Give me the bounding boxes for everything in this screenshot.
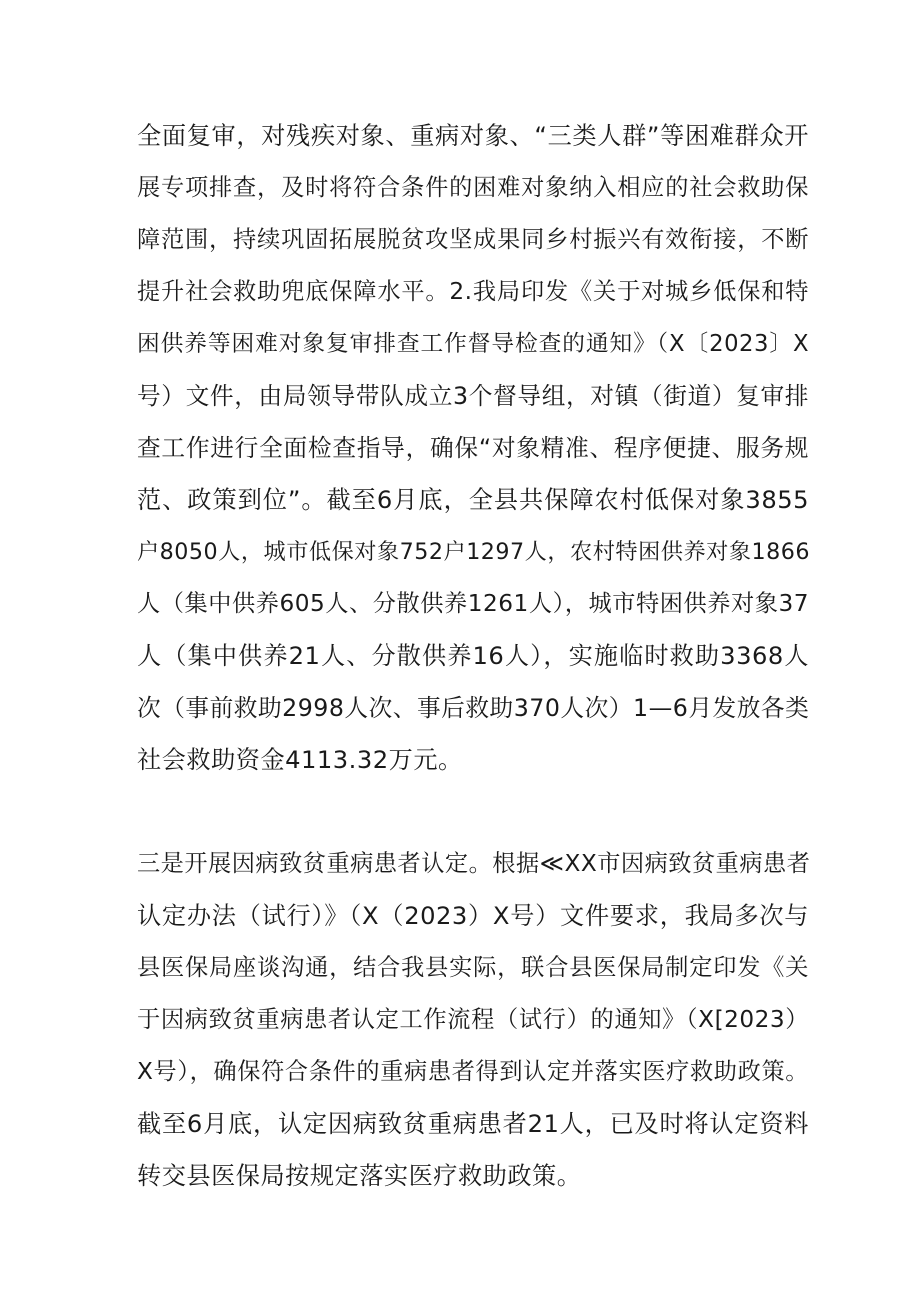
text-line: 困供养等困难对象复审排查工作督导检查的通知》（X〔2023〕X	[137, 331, 809, 357]
text-line: 人（集中供养21人、分散供养16人），实施临时救助3368人	[137, 642, 809, 670]
text-line: 障范围，持续巩固拓展脱贫攻坚成果同乡村振兴有效衔接，不断	[137, 226, 809, 253]
text-line: X号），确保符合条件的重病患者得到认定并落实医疗救助政策。	[137, 1058, 809, 1085]
text-line: 人（集中供养605人、分散供养1261人），城市特困供养对象37	[137, 590, 809, 617]
text-line: 于因病致贫重病患者认定工作流程（试行）的通知》（X[2023）	[137, 1006, 809, 1033]
text-line: 县医保局座谈沟通，结合我县实际，联合县医保局制定印发《关	[137, 954, 809, 981]
text-line: 截至6月底，认定因病致贫重病患者21人，已及时将认定资料	[137, 1110, 809, 1138]
text-line: 提升社会救助兜底保障水平。2.我局印发《关于对城乡低保和特	[137, 278, 809, 305]
text-line: 展专项排查，及时将符合条件的困难对象纳入相应的社会救助保	[137, 174, 809, 201]
text-line: 认定办法（试行）》（X（2023）X号）文件要求，我局多次与	[137, 902, 809, 930]
text-line: 全面复审，对残疾对象、重病对象、“三类人群”等困难群众开	[137, 122, 809, 150]
text-line: 次（事前救助2998人次、事后救助370人次）1—6月发放各类	[137, 694, 810, 722]
text-line: 社会救助资金4113.32万元。	[137, 746, 463, 774]
text-line: 转交县医保局按规定落实医疗救助政策。	[137, 1162, 582, 1190]
text-line: 三是开展因病致贫重病患者认定。根据≪XX市因病致贫重病患者	[137, 850, 811, 877]
text-line: 查工作进行全面检查指导，确保“对象精准、程序便捷、服务规	[137, 434, 809, 462]
text-line: 范、政策到位”。截至6月底，全县共保障农村低保对象3855	[137, 486, 809, 514]
text-line: 户8050人，城市低保对象752户1297人，农村特困供养对象1866	[137, 539, 810, 565]
text-line: 号）文件，由局领导带队成立3个督导组，对镇（街道）复审排	[137, 382, 809, 410]
